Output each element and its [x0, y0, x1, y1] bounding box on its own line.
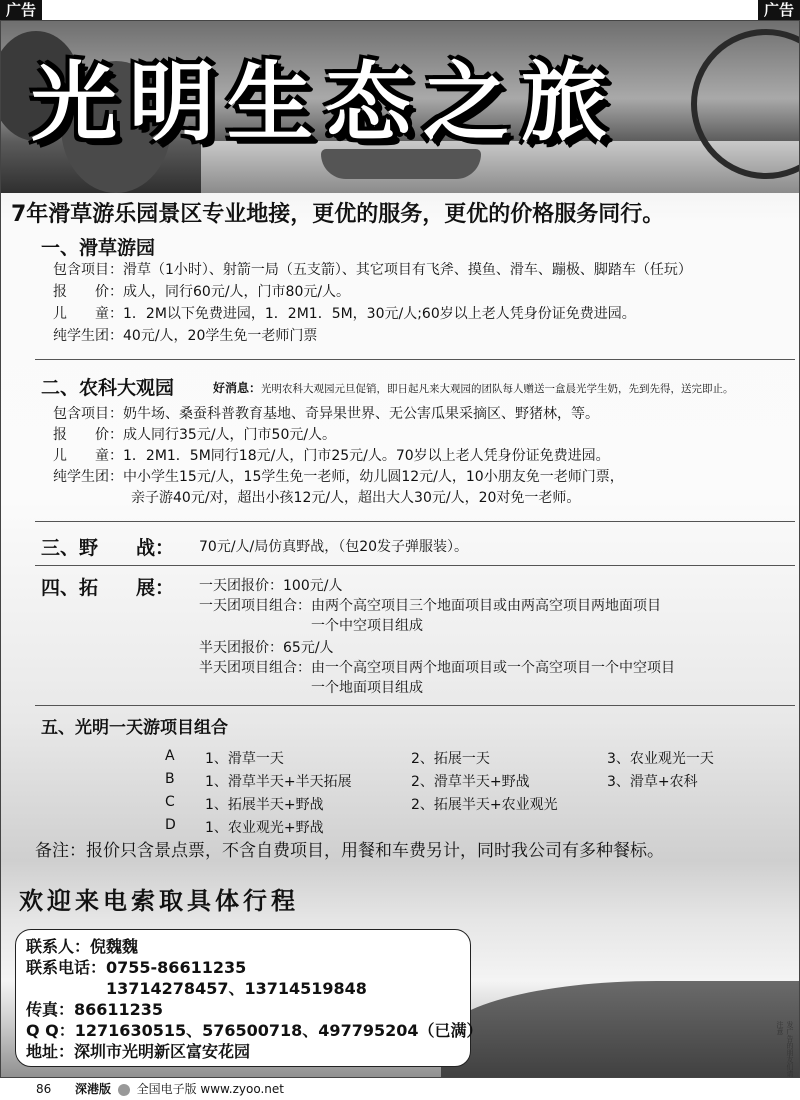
row-key: 报 价：: [53, 284, 123, 300]
row-value: 成人，同行60元/人，门市80元/人。: [123, 284, 351, 300]
banner-photo: [1, 21, 800, 193]
combo-item: 2、拓展一天: [411, 751, 490, 767]
detail-line: 一个中空项目组成: [199, 618, 423, 634]
section-title: 一、滑草游园: [41, 237, 156, 259]
detail-line: 一天团报价：100元/人: [199, 578, 343, 594]
info-row: [53, 283, 350, 302]
row-value: 中小学生15元/人，15学生免一老师，幼儿圆12元/人，10小朋友免一老师门票，: [123, 469, 624, 485]
info-row: [53, 468, 624, 487]
row-value: 1．2M1．5M同行18元/人，门市25元/人。70岁以上老人凭身份证免费进园。: [123, 448, 610, 464]
detail-line: 一个地面项目组成: [199, 680, 423, 696]
combo-item: 2、拓展半天+农业观光: [411, 797, 558, 813]
row-value: 40元/人，20学生免一老师门票: [123, 328, 318, 344]
detail-line: 半天团报价：65元/人: [199, 640, 334, 656]
divider: [35, 521, 795, 522]
remark: 备注：报价只含景点票，不含自费项目，用餐和车费另计，同时我公司有多种餐标。: [35, 841, 664, 861]
combo-item: 1、农业观光+野战: [205, 820, 324, 836]
section-title: 五、光明一天游项目组合: [41, 718, 228, 738]
headline: 7年滑草游乐园景区专业地接，更优的服务，更优的价格服务同行。: [11, 202, 665, 227]
ad-label-left: 广告: [0, 0, 42, 20]
contact-address: 地址：深圳市光明新区富安花园: [26, 1042, 251, 1061]
footer: [36, 1080, 284, 1097]
ad-label-right: 广告: [758, 0, 800, 20]
contact-box: [15, 929, 483, 1067]
row-value: 亲子游40元/对，超出小孩12元/人，超出大人30元/人，20对免一老师。: [131, 490, 581, 506]
row-value: 滑草（1小时）、射箭一局（五支箭）、其它项目有飞斧、摸鱼、滑车、蹦极、脚踏车（任玩）: [123, 262, 692, 278]
row-key: 纯学生团：: [53, 469, 123, 485]
section-value: 70元/人/局仿真野战，（包20发子弹服装）。: [199, 539, 469, 555]
combo-letter: C: [165, 794, 175, 810]
detail-line: 一天团项目组合：由两个高空项目三个地面项目或由两高空项目两地面项目: [199, 598, 661, 614]
info-row: [53, 447, 610, 466]
hills-image: [441, 981, 800, 1078]
info-row: [53, 426, 336, 445]
detail-line: 半天团项目组合：由一个高空项目两个地面项目或一个高空项目一个中空项目: [199, 660, 675, 676]
section-title: 二、农科大观园: [41, 377, 175, 399]
contact-qq: Q Q：1271630515、576500718、497795204（已满）: [26, 1021, 483, 1040]
row-key: 纯学生团：: [53, 328, 123, 344]
contact-phone: 联系电话：0755-86611235: [26, 958, 247, 977]
combo-letter: D: [165, 817, 176, 833]
page-number: 86: [36, 1082, 52, 1096]
banner-title: 光明生态之旅: [31, 53, 619, 153]
row-key: 包含项目：: [53, 406, 123, 422]
row-value: 成人同行35元/人，门市50元/人。: [123, 427, 337, 443]
promo-note: [213, 379, 734, 399]
row-value: 1．2M以下免费进园，1．2M1．5M，30元/人;60岁以上老人凭身份证免费进园。: [123, 306, 636, 322]
contact-person: 联系人：倪魏魏: [26, 937, 139, 956]
info-row: [53, 261, 692, 280]
combo-letter: A: [165, 748, 175, 764]
note-text: 光明农科大观园元旦促销，即日起凡来大观园的团队每人赠送一盒晨光学生奶，先到先得，送完即止。: [261, 383, 734, 395]
row-key: 儿 童：: [53, 448, 123, 464]
side-note: 发广告的朋友们请注意: [776, 1021, 794, 1077]
combo-letter: B: [165, 771, 175, 787]
divider: [35, 565, 795, 566]
info-row: [53, 305, 636, 324]
info-row: [131, 489, 580, 508]
contact-mobile: 13714278457、13714519848: [26, 979, 367, 998]
contact-fax: 传真：86611235: [26, 1000, 164, 1019]
combo-item: 3、农业观光一天: [607, 751, 714, 767]
welcome-heading: 欢迎来电索取具体行程: [19, 886, 299, 915]
combo-item: 1、滑草一天: [205, 751, 284, 767]
divider: [35, 705, 795, 706]
section-title: 四、拓 展：: [41, 577, 175, 599]
logo-icon: [118, 1084, 130, 1096]
row-value: 奶牛场、桑蚕科普教育基地、奇异果世界、无公害瓜果采摘区、野猪林，等。: [123, 406, 599, 422]
combo-item: 1、拓展半天+野战: [205, 797, 324, 813]
info-row: [53, 327, 317, 346]
divider: [35, 359, 795, 360]
row-key: 报 价：: [53, 427, 123, 443]
section-title: 三、野 战：: [41, 537, 175, 559]
ad-frame: [0, 20, 800, 1078]
combo-item: 2、滑草半天+野战: [411, 774, 530, 790]
edition-label: 深港版: [74, 1082, 111, 1096]
combo-item: 1、滑草半天+半天拓展: [205, 774, 352, 790]
info-row: [53, 405, 599, 424]
row-key: 儿 童：: [53, 306, 123, 322]
combo-item: 3、滑草+农科: [607, 774, 698, 790]
note-label: 好消息：: [213, 381, 262, 395]
site-link[interactable]: 全国电子版 www.zyoo.net: [136, 1082, 284, 1096]
row-key: 包含项目：: [53, 262, 123, 278]
